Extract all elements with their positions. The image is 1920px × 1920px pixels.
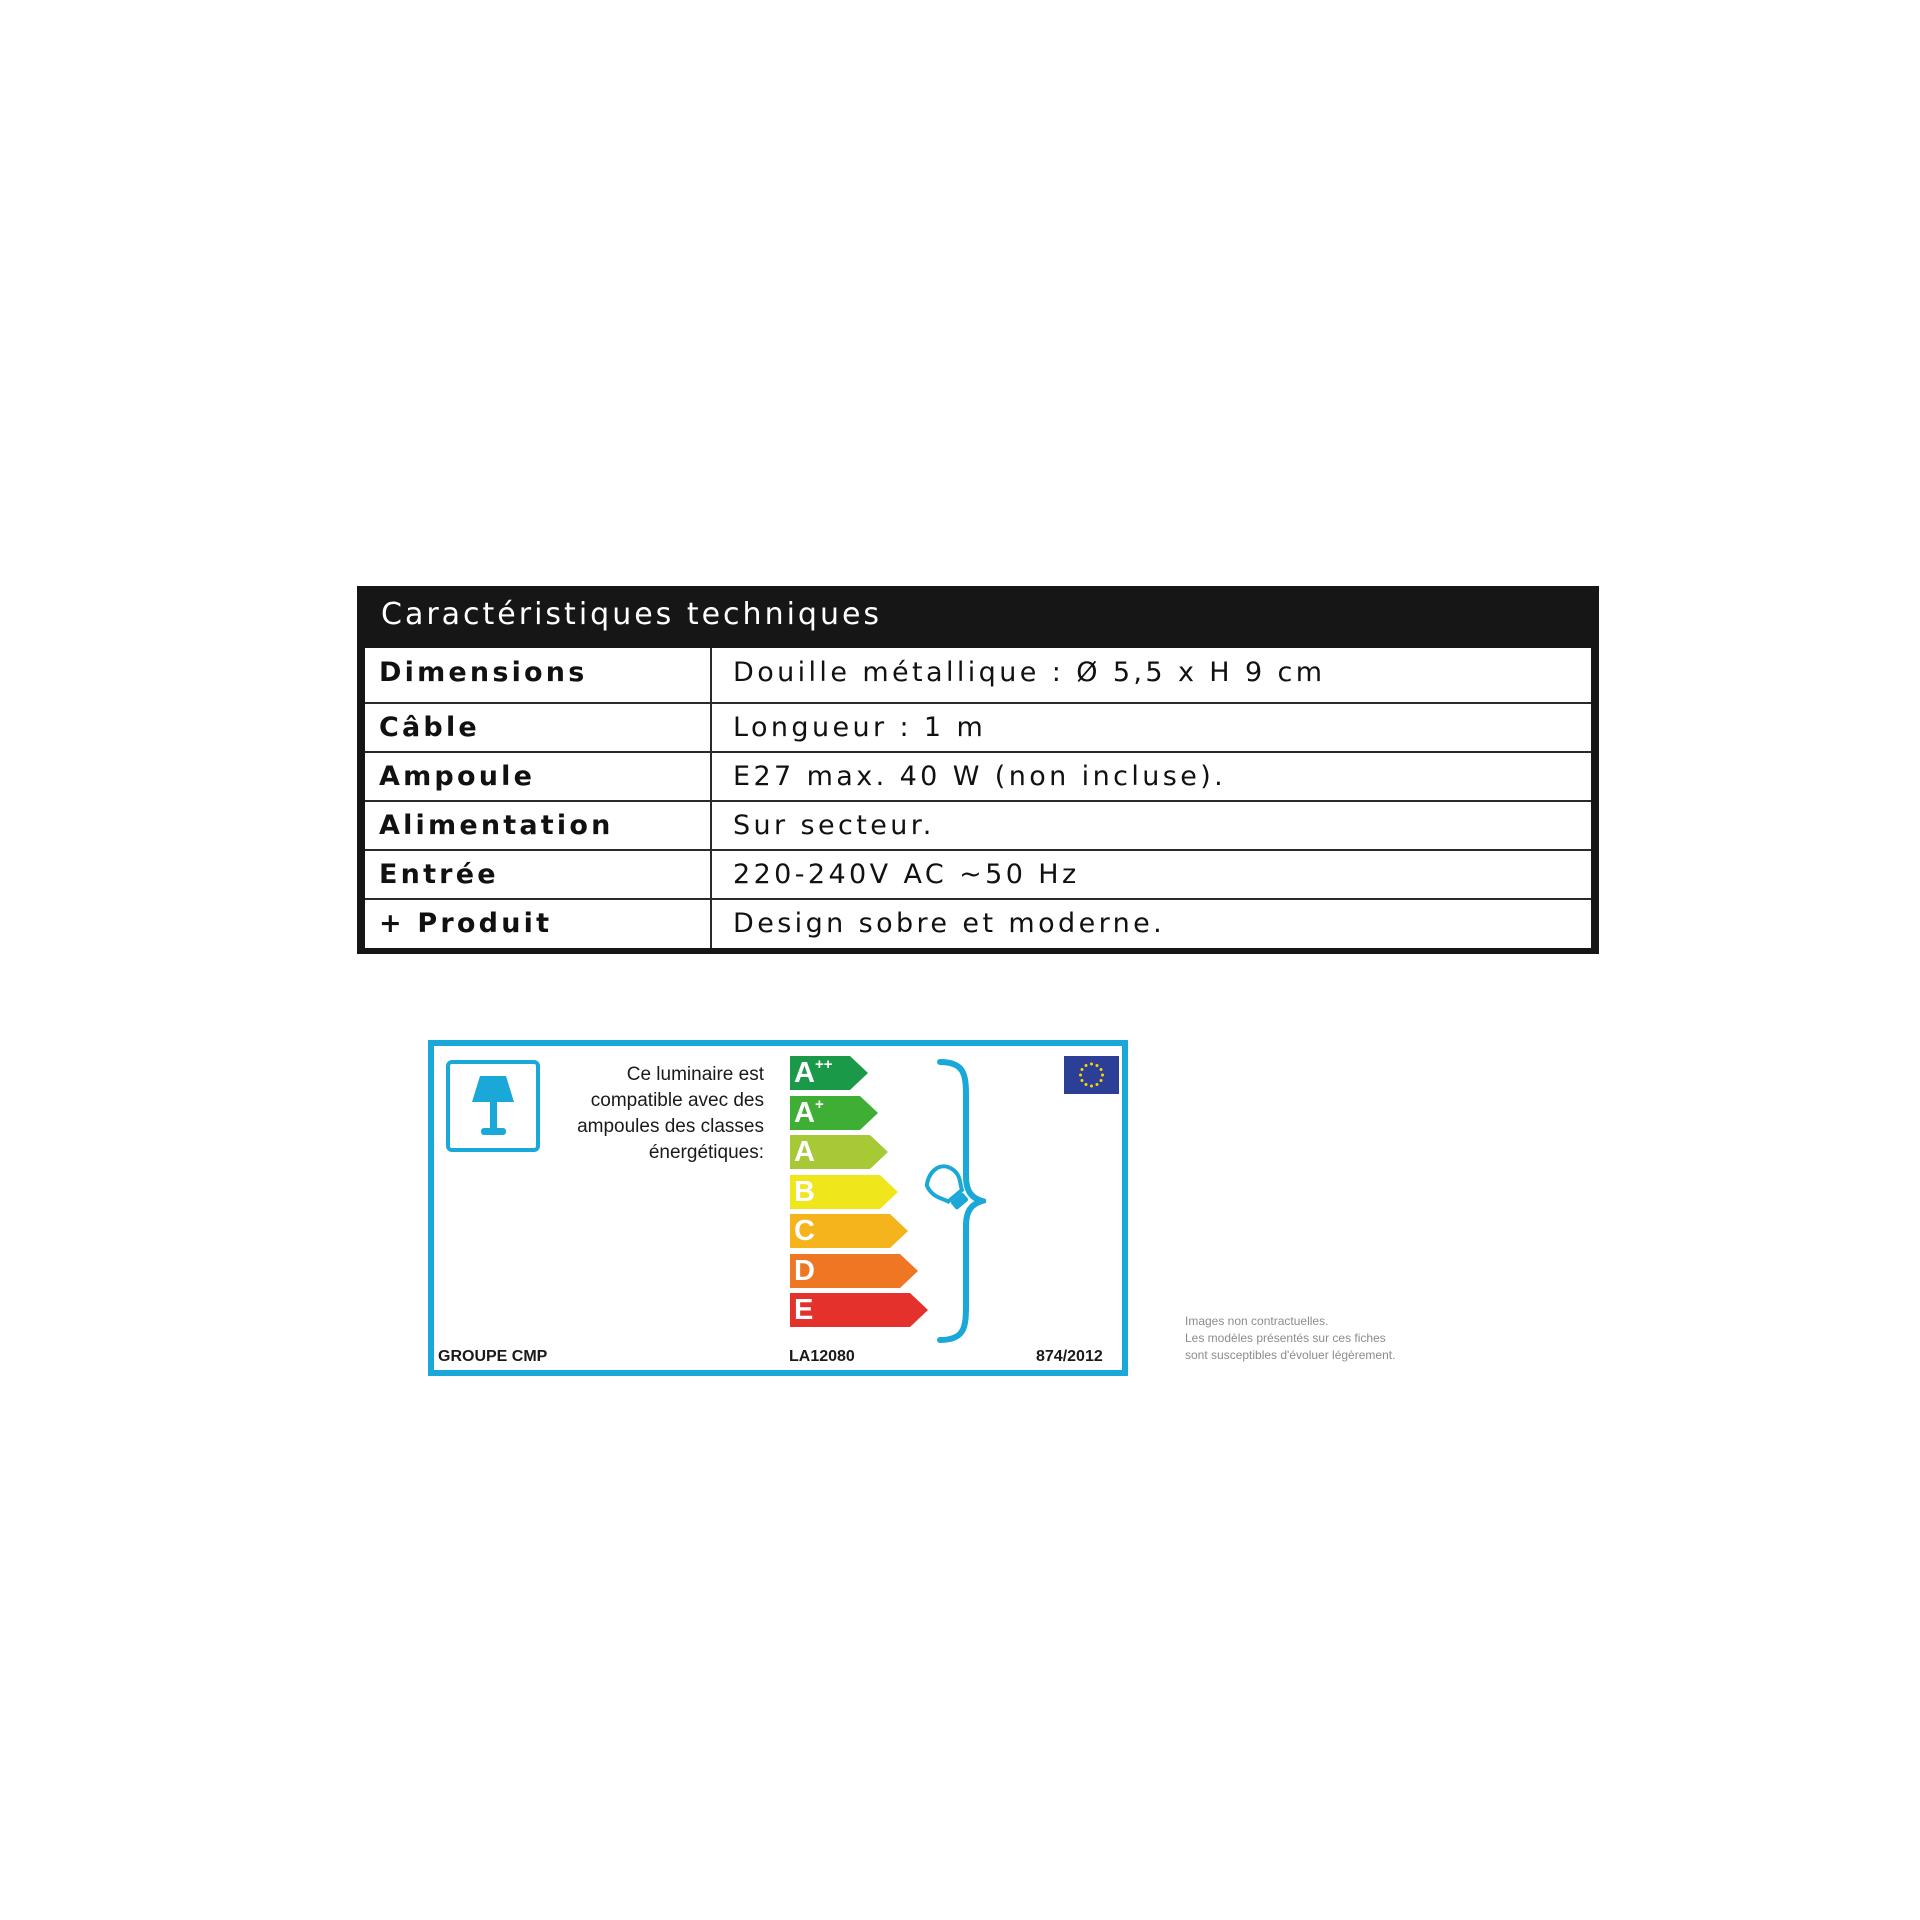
spec-row-alimentation <box>365 800 1591 848</box>
energy-class-letter: A++ <box>794 1056 833 1089</box>
energy-class-letter: E <box>794 1294 814 1326</box>
spec-label: Câble <box>379 711 480 743</box>
energy-class-letter: C <box>794 1215 815 1247</box>
energy-class-bar <box>790 1135 888 1169</box>
disclaimer <box>1185 1313 1445 1364</box>
regulation-number: 874/2012 <box>1036 1348 1103 1365</box>
spec-value: Design sobre et moderne. <box>733 907 1166 939</box>
spec-row-produit <box>365 898 1591 946</box>
energy-label <box>428 1040 1128 1376</box>
spec-label: Ampoule <box>379 760 536 792</box>
spec-label: Dimensions <box>379 656 588 688</box>
energy-class-letter: A <box>794 1136 815 1168</box>
spec-row-entree <box>365 849 1591 897</box>
spec-table <box>357 586 1599 954</box>
energy-class-letter: A+ <box>794 1095 824 1129</box>
compatibility-text <box>534 1062 764 1166</box>
energy-class-bar <box>790 1175 898 1209</box>
disclaimer-line: sont susceptibles d'évoluer légèrement. <box>1185 1348 1396 1362</box>
spec-value: E27 max. 40 W (non incluse). <box>733 760 1227 792</box>
energy-class-bar <box>790 1214 908 1248</box>
spec-label: Alimentation <box>379 809 614 841</box>
energy-class-bar <box>790 1096 878 1130</box>
spec-table-title: Caractéristiques techniques <box>381 597 883 632</box>
spec-value: Douille métallique : Ø 5,5 x H 9 cm <box>733 656 1326 688</box>
energy-class-bar <box>790 1293 928 1327</box>
spec-value: Longueur : 1 m <box>733 711 987 743</box>
energy-class-letter: B <box>794 1175 815 1208</box>
model-number: LA12080 <box>789 1348 855 1365</box>
disclaimer-line: Images non contractuelles. <box>1185 1314 1329 1328</box>
energy-class-suffix: ++ <box>814 1056 833 1073</box>
energy-class-letter: D <box>794 1254 815 1287</box>
compat-line: ampoules des classes <box>577 1116 764 1137</box>
spec-row-ampoule <box>365 751 1591 799</box>
energy-class-bar <box>790 1056 868 1090</box>
spec-table-body <box>365 648 1591 948</box>
compat-line: énergétiques: <box>648 1142 764 1163</box>
spec-label: Entrée <box>379 858 499 890</box>
spec-label: + Produit <box>379 907 553 939</box>
spec-row-cable <box>365 702 1591 750</box>
disclaimer-line: Les modèles présentés sur ces fiches <box>1185 1331 1386 1345</box>
spec-row-dimensions <box>365 648 1591 696</box>
bulb-icon <box>918 1164 984 1224</box>
compat-line: Ce luminaire est <box>626 1064 764 1085</box>
compat-line: compatible avec des <box>590 1090 764 1111</box>
spec-value: Sur secteur. <box>733 809 935 841</box>
lamp-icon <box>446 1060 540 1152</box>
brand-name: GROUPE CMP <box>438 1348 548 1365</box>
energy-class-suffix: + <box>814 1095 824 1113</box>
spec-value: 220-240V AC ~50 Hz <box>733 858 1080 890</box>
eu-flag-icon <box>1064 1056 1119 1094</box>
energy-class-bar <box>790 1254 918 1288</box>
